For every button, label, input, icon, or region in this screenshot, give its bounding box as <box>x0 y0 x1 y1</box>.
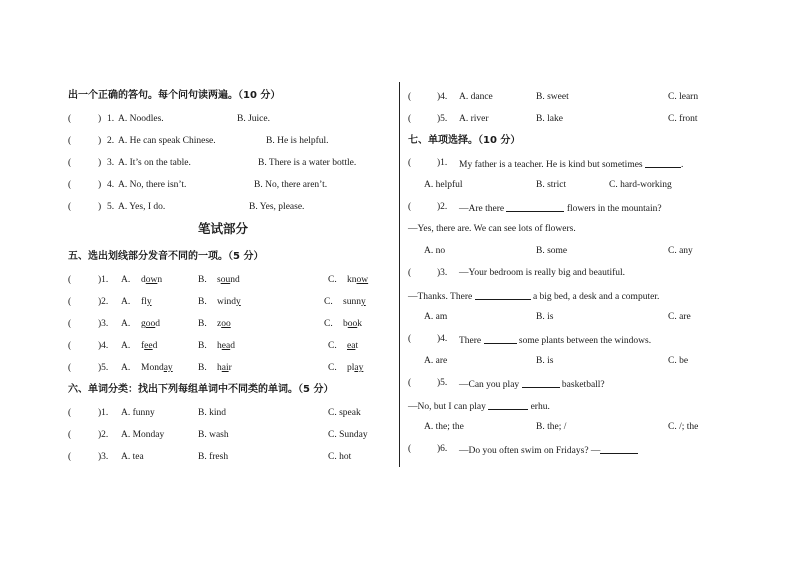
option-a: A. Noodles. <box>118 114 164 124</box>
question-reply: —Yes, there are. We can see lots of flowers. <box>408 224 576 234</box>
option-a: A. no <box>424 246 446 256</box>
section7-heading: 七、单项选择。（10 分） <box>408 135 521 146</box>
option-a: A. Monday <box>121 430 165 440</box>
option-a: A. the; the <box>424 422 464 432</box>
option-b: B. There is a water bottle. <box>258 158 357 168</box>
option-b: B. sweet <box>536 92 569 102</box>
question-stem: My father is a teacher. He is kind but sometimes . <box>459 157 683 171</box>
option-a: A. helpful <box>424 180 463 190</box>
option-a: A. It’s on the table. <box>118 158 191 168</box>
section6-heading: 六、单词分类：找出下列每组单词中不同类的单词。（5 分） <box>68 384 334 395</box>
option-a: A. river <box>459 114 489 124</box>
option-c: C. are <box>668 312 691 322</box>
option-b: B. is <box>536 356 554 366</box>
option-c-word: know <box>347 275 369 285</box>
question-stem: —Do you often swim on Fridays? — <box>459 443 638 457</box>
option-b: B. the; / <box>536 422 567 432</box>
option-b: B. lake <box>536 114 563 124</box>
option-c: C. hot <box>328 452 352 462</box>
option-c: C. hard-working <box>609 180 672 190</box>
written-section-title: 笔试部分 <box>198 221 249 236</box>
option-b: B. Juice. <box>237 114 270 124</box>
option-a: A. am <box>424 312 448 322</box>
question-stem: There some plants between the windows. <box>459 333 651 347</box>
option-a-word: feed <box>141 341 158 351</box>
option-c-word: eat <box>347 341 359 351</box>
column-divider <box>399 82 400 467</box>
answer-blank[interactable] <box>645 157 681 168</box>
option-a: A. are <box>424 356 448 366</box>
option-a: A. dance <box>459 92 493 102</box>
option-c: C. Sunday <box>328 430 368 440</box>
option-b: B. kind <box>198 408 226 418</box>
option-c: C. speak <box>328 408 361 418</box>
option-a-word: Monday <box>141 363 173 373</box>
option-a-word: down <box>141 275 163 285</box>
question-reply: —No, but I can play erhu. <box>408 399 550 413</box>
option-b-word: hair <box>217 363 232 373</box>
option-b: B. fresh <box>198 452 229 462</box>
option-b: B. some <box>536 246 568 256</box>
option-b-word: head <box>217 341 235 351</box>
option-c: C. front <box>668 114 698 124</box>
option-a: A. funny <box>121 408 155 418</box>
question-stem: —Can you play basketball? <box>459 377 605 391</box>
answer-blank[interactable] <box>488 399 528 410</box>
question-reply: —Thanks. There a big bed, a desk and a computer. <box>408 289 659 303</box>
option-c-word: sunny <box>343 297 366 307</box>
option-b: B. No, there aren’t. <box>254 180 328 190</box>
option-c: C. be <box>668 356 689 366</box>
option-b-word: windy <box>217 297 241 307</box>
option-a: A. tea <box>121 452 144 462</box>
option-c-word: play <box>347 363 364 373</box>
option-c-word: book <box>343 319 362 329</box>
option-b: B. He is helpful. <box>266 136 329 146</box>
option-b: B. is <box>536 312 554 322</box>
option-b: B. wash <box>198 430 229 440</box>
option-c: C. learn <box>668 92 699 102</box>
question-stem: —Your bedroom is really big and beautiful. <box>459 268 626 278</box>
option-a: A. Yes, I do. <box>118 202 166 212</box>
answer-blank[interactable] <box>475 289 531 300</box>
answer-blank[interactable] <box>600 443 638 454</box>
option-c: C. /; the <box>668 422 699 432</box>
option-a: A. No, there isn’t. <box>118 180 187 190</box>
answer-blank[interactable] <box>506 201 564 212</box>
option-a-word: fly <box>141 297 152 307</box>
option-b: B. Yes, please. <box>249 202 305 212</box>
option-b-word: sound <box>217 275 240 285</box>
option-b-word: zoo <box>217 319 231 329</box>
answer-blank[interactable] <box>484 333 517 344</box>
section5-heading: 五、选出划线部分发音不同的一项。（5 分） <box>68 251 264 262</box>
option-a-word: good <box>141 319 160 329</box>
listening-heading: 出一个正确的答句。每个问句读两遍。（10 分） <box>68 90 281 101</box>
option-b: B. strict <box>536 180 567 190</box>
option-a: A. He can speak Chinese. <box>118 136 216 146</box>
question-stem: —Are there flowers in the mountain? <box>459 201 662 215</box>
option-c: C. any <box>668 246 693 256</box>
answer-blank[interactable] <box>522 377 560 388</box>
